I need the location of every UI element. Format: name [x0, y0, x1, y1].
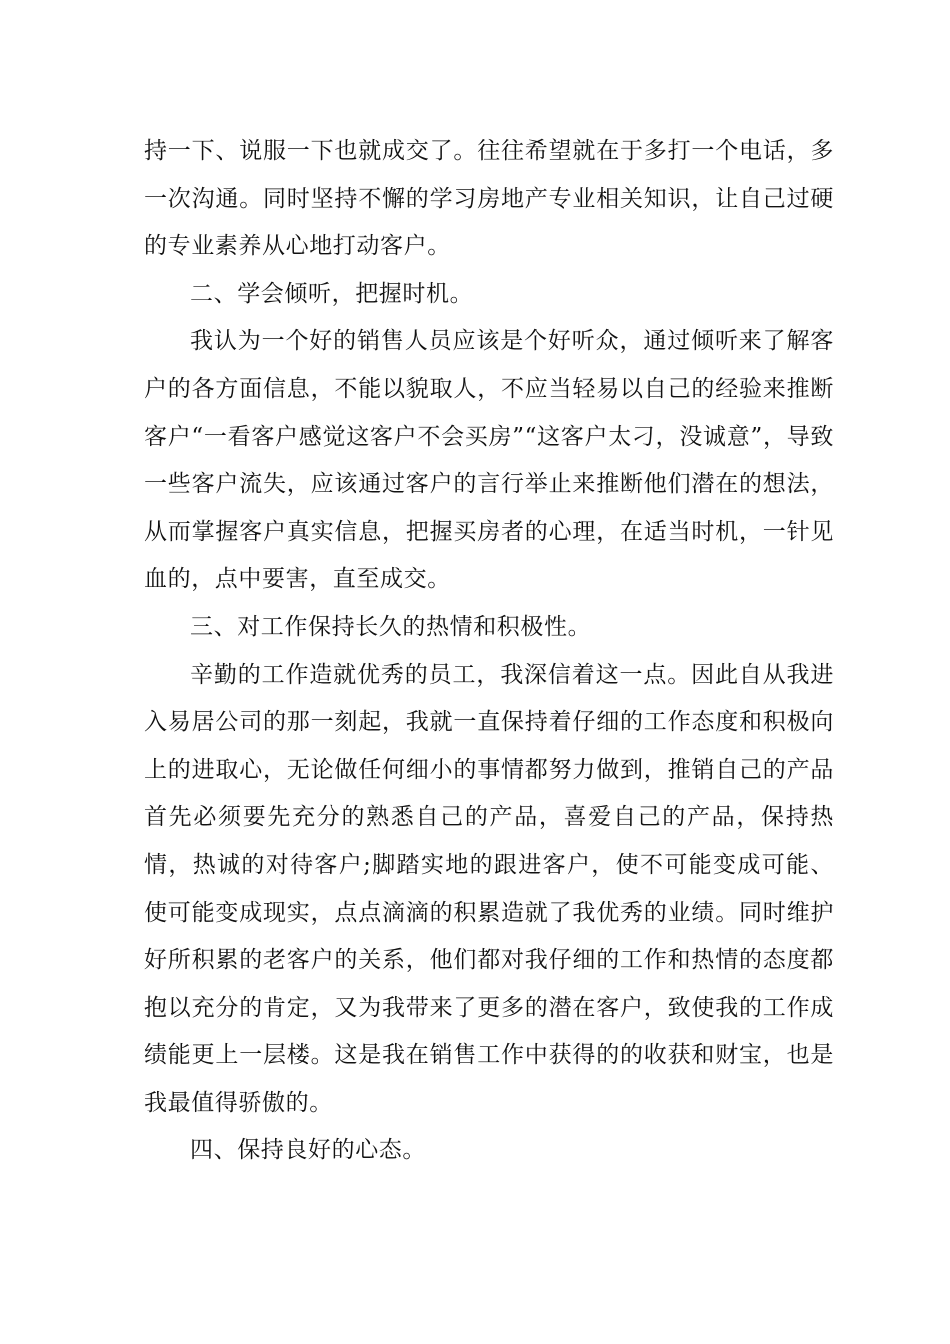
paragraph-continuation: 持一下、说服一下也就成交了。往往希望就在于多打一个电话，多一次沟通。同时坚持不懈的学习房地产专业相关知识，让自己过硬的专业素养从心地打动客户。 — [144, 138, 834, 260]
paragraph-listen: 我认为一个好的销售人员应该是个好听众，通过倾听来了解客户的各方面信息，不能以貌取人，不应当轻易以自己的经验来推断客户“一看客户感觉这客户不会买房”“这客户太刁，没诚意”，导致一些客户流失，应该通过客户的言行举止来推断他们潜在的想法，从而掌握客户真实信息，把握买房者的心理，在适当时机，一针见血的，点中要害，直至成交。 — [144, 328, 834, 593]
paragraph-enthusiasm: 辛勤的工作造就优秀的员工，我深信着这一点。因此自从我进入易居公司的那一刻起，我就一直保持着仔细的工作态度和积极向上的进取心，无论做任何细小的事情都努力做到，推销自己的产品首先必须要先充分的熟悉自己的产品，喜爱自己的产品，保持热情，热诚的对待客户;脚踏实地的跟进客户，使不可能变成可能、使可能变成现实，点点滴滴的积累造就了我优秀的业绩。同时维护好所积累的老客户的关系，他们都对我仔细的工作和热情的态度都抱以充分的肯定，又为我带来了更多的潜在客户，致使我的工作成绩能更上一层楼。这是我在销售工作中获得的的收获和财宝，也是我最值得骄傲的。 — [144, 661, 834, 1116]
section-heading-attitude: 四、保持良好的心态。 — [190, 1137, 426, 1164]
section-heading-listen: 二、学会倾听，把握时机。 — [190, 280, 474, 307]
document-body — [144, 128, 834, 1175]
section-heading-enthusiasm: 三、对工作保持长久的热情和积极性。 — [190, 613, 592, 640]
